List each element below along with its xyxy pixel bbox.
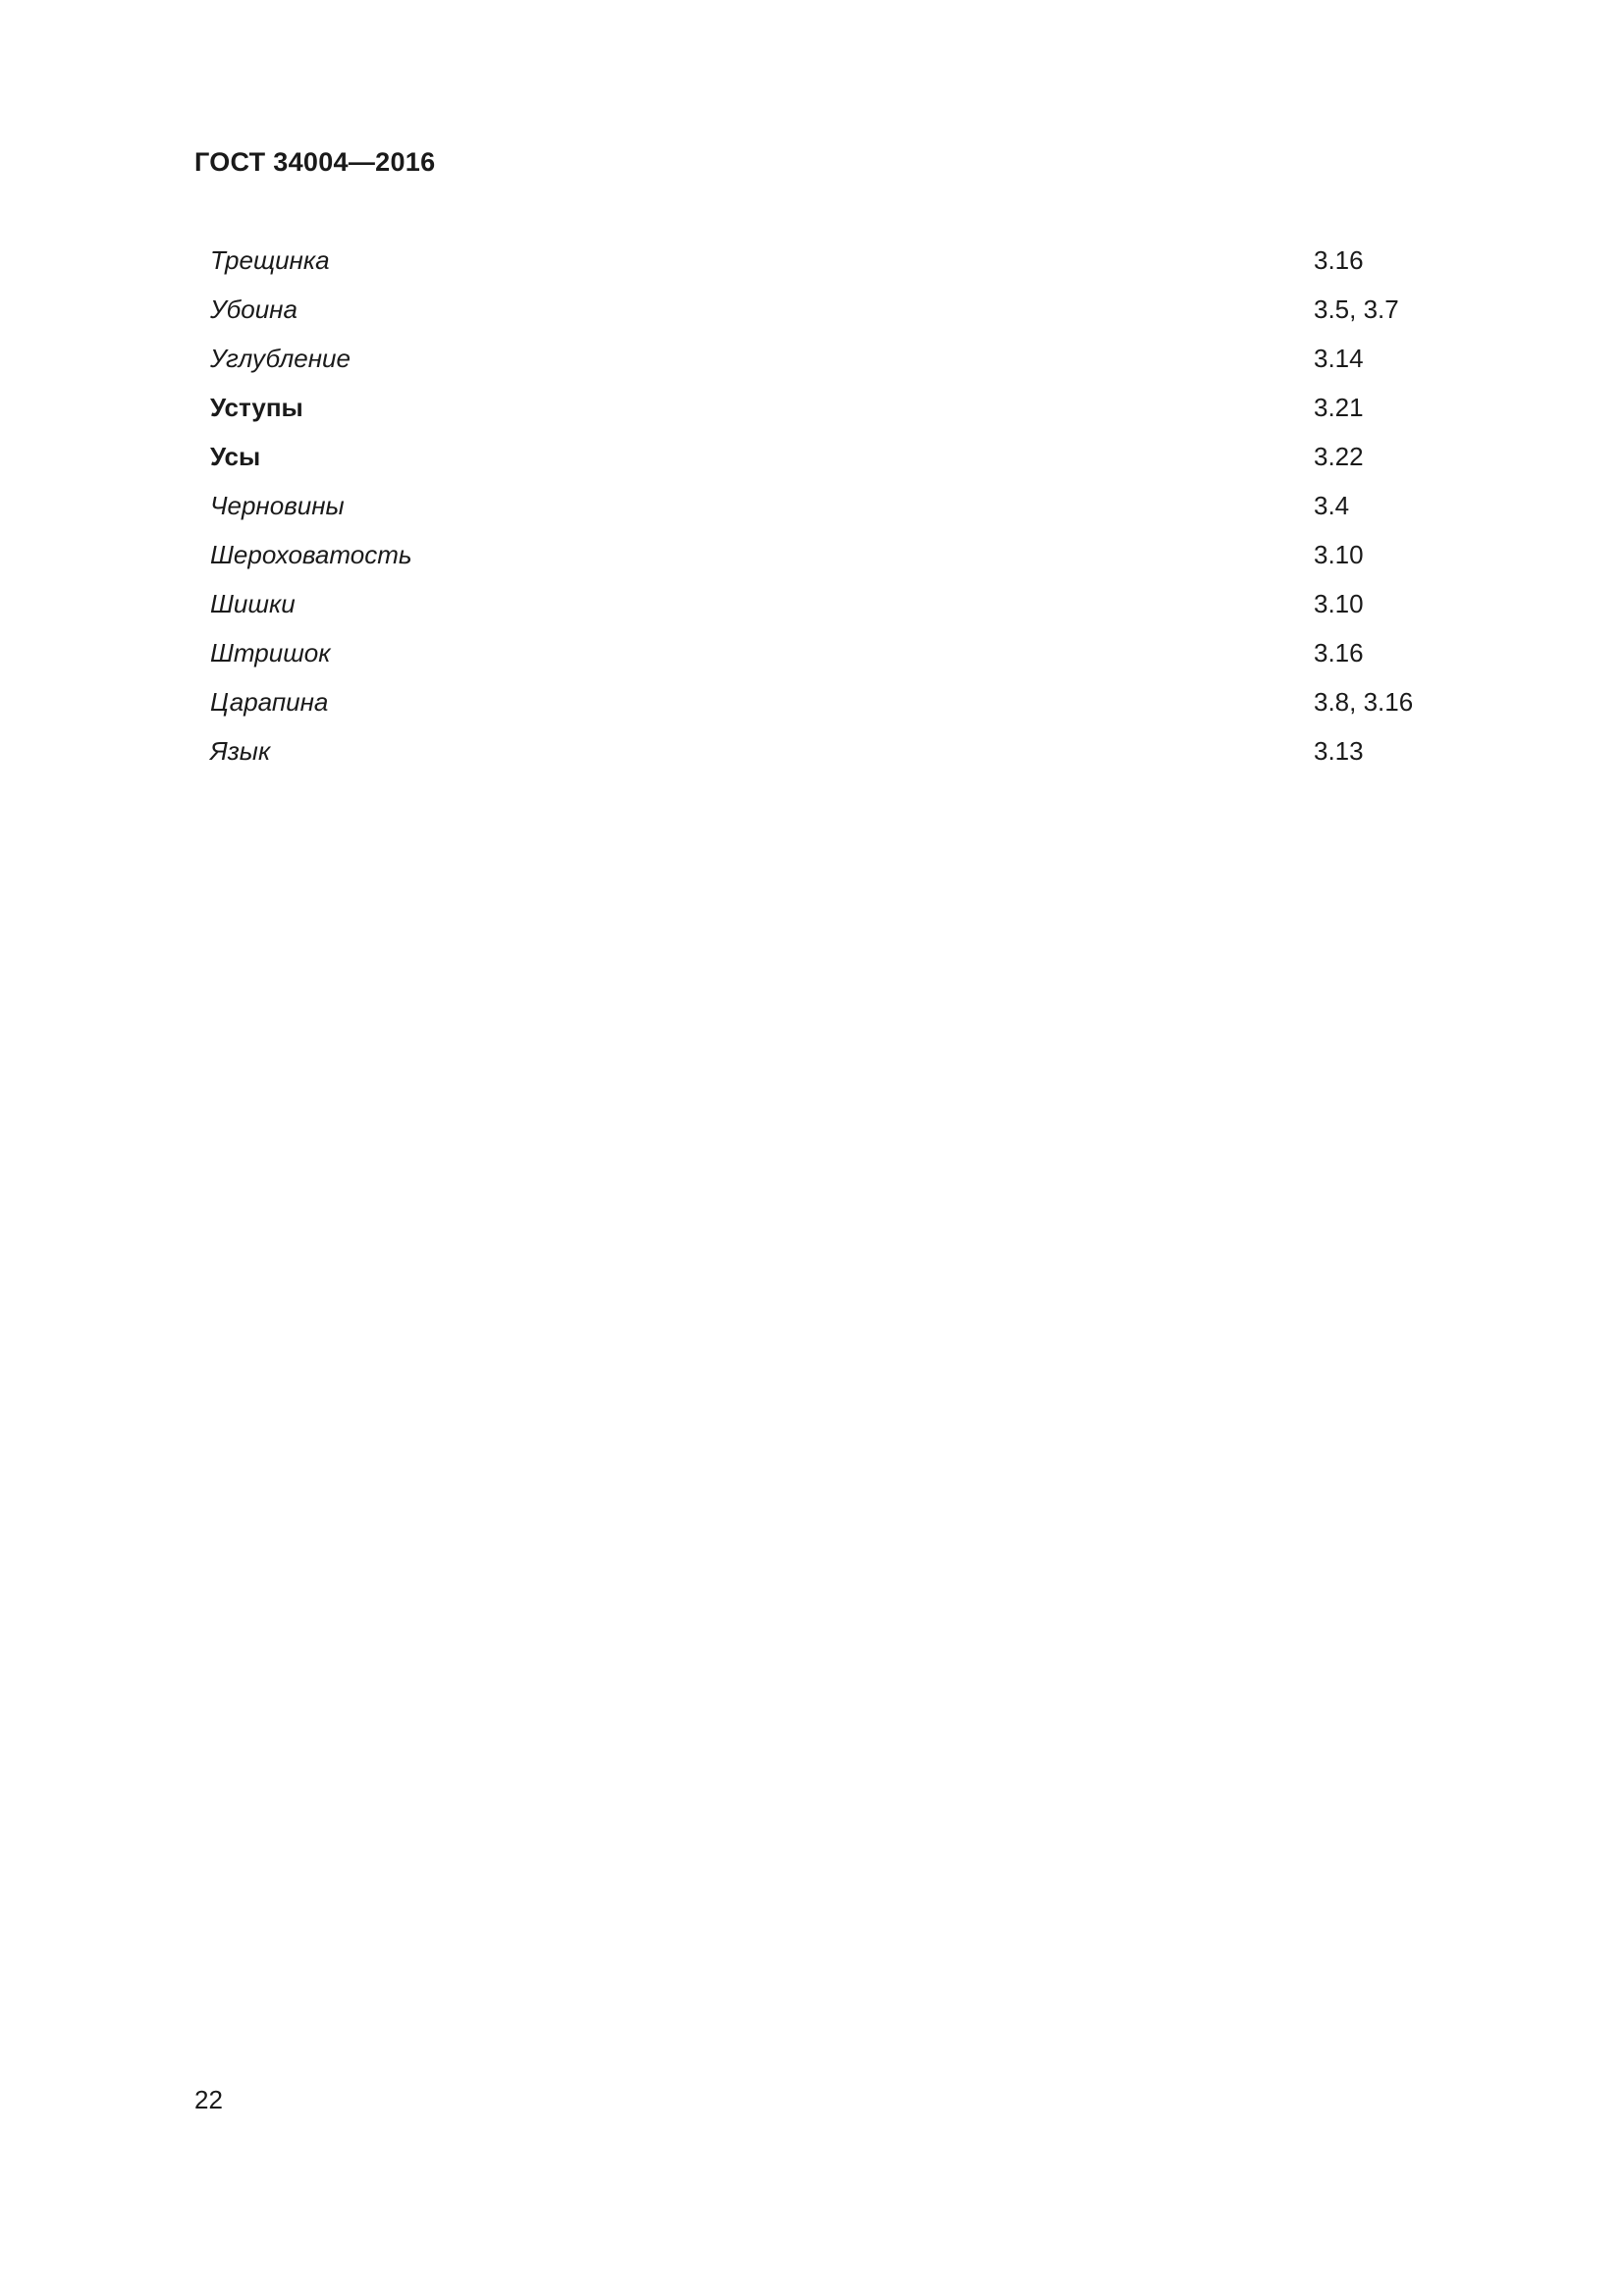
index-term: Углубление bbox=[210, 344, 351, 373]
index-ref: 3.16 bbox=[1314, 245, 1364, 275]
index-term: Царапина bbox=[210, 687, 329, 717]
index-row bbox=[210, 528, 1487, 577]
index-ref: 3.22 bbox=[1314, 442, 1364, 471]
index-ref: 3.21 bbox=[1314, 393, 1364, 422]
index-term: Шишки bbox=[210, 589, 296, 618]
index-ref: 3.13 bbox=[1314, 736, 1364, 766]
index-ref: 3.10 bbox=[1314, 589, 1364, 618]
index-ref: 3.5, 3.7 bbox=[1314, 294, 1399, 324]
index-term: Уступы bbox=[210, 393, 303, 422]
index-ref: 3.14 bbox=[1314, 344, 1364, 373]
index-ref: 3.4 bbox=[1314, 491, 1350, 520]
page-number: 22 bbox=[194, 2085, 223, 2114]
index-row bbox=[210, 234, 1487, 283]
index-term: Убоина bbox=[210, 294, 298, 324]
index-ref: 3.10 bbox=[1314, 540, 1364, 569]
index-term: Черновины bbox=[210, 491, 345, 520]
index-ref: 3.16 bbox=[1314, 638, 1364, 667]
index-row bbox=[210, 724, 1487, 774]
index-row bbox=[210, 430, 1487, 479]
index-term: Шероховатость bbox=[210, 540, 412, 569]
index-row bbox=[210, 626, 1487, 675]
document-header: ГОСТ 34004—2016 bbox=[194, 147, 436, 177]
index-row bbox=[210, 479, 1487, 528]
index-term: Язык bbox=[210, 736, 271, 766]
index-row bbox=[210, 675, 1487, 724]
index-row bbox=[210, 283, 1487, 332]
index-row bbox=[210, 577, 1487, 626]
index-row bbox=[210, 332, 1487, 381]
term-index-list bbox=[210, 234, 1487, 774]
index-row bbox=[210, 381, 1487, 430]
index-ref: 3.8, 3.16 bbox=[1314, 687, 1414, 717]
index-term: Трещинка bbox=[210, 245, 330, 275]
index-term: Штришок bbox=[210, 638, 331, 667]
index-term: Усы bbox=[210, 442, 261, 471]
